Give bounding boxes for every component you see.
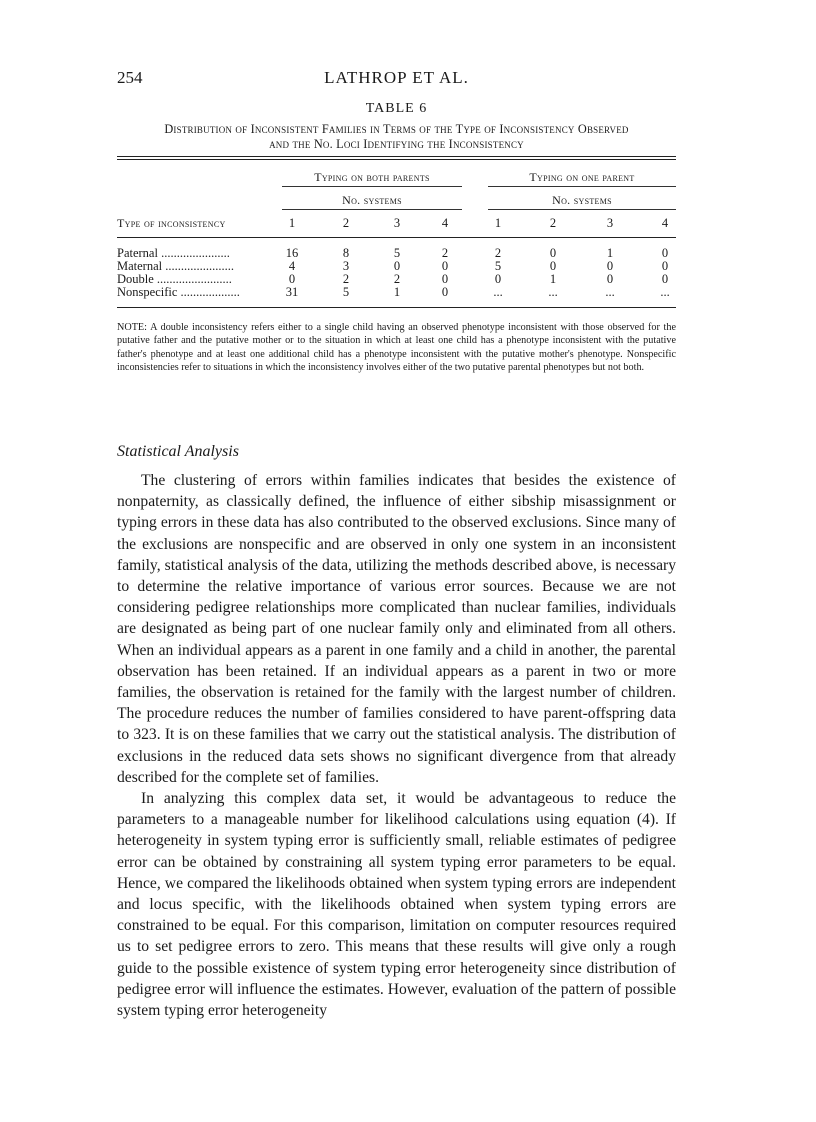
row-label: Paternal ...................... bbox=[117, 246, 230, 260]
paragraph: In analyzing this complex data set, it would be advantageous to reduce the parameters to a manageable number for likelihood calculations using equation (4). If heterogeneity in system typing error is sufficiently small, reliable estimates of pedigree error can be obtained by constraining all system typing error parameters to be equal. Hence, we compared the likelihoods obtained when system typing errors are independent and locus specific, with the likelihoods obtained when system typing errors are constrained to be equal. For this comparison, limitation on computer resources required us to set pedigree errors to zero. This means that these results will give only a rough guide to the possible existence of system typing error heterogeneity since distribution of pedigree error will influence the estimates. However, evaluation of the pattern of possible system typing error heterogeneity bbox=[117, 790, 676, 1020]
caption-line-1: Distribution of Inconsistent Families in Terms of the Type of Inconsistency Observed bbox=[164, 122, 629, 136]
table-cell: 0 bbox=[606, 259, 614, 273]
table-cell: 0 bbox=[441, 285, 449, 299]
table-cell: 1 bbox=[606, 246, 614, 260]
table-cell: 5 bbox=[393, 246, 401, 260]
table-note: NOTE: A double inconsistency refers either to a single child having an observed phenotype inconsistent with those observed for the putative father and the putative mother or to the situation in which at least one child has a phenotype inconsistent with the putative father's phenotype and at least one additional child has a phenotype inconsistent with the putative mother's phenotype. Nonspecific inconsistencies refer to situations in which the inconsistency involves either of the two putative parental phenotypes but not both. bbox=[117, 322, 676, 374]
table-cell: 8 bbox=[342, 246, 350, 260]
subgroup-one-rule bbox=[488, 209, 676, 210]
row-label: Double ........................ bbox=[117, 272, 232, 286]
page-header bbox=[117, 68, 676, 92]
table-cell: 1 bbox=[393, 285, 401, 299]
col-header: 2 bbox=[549, 216, 557, 230]
table-cell: 0 bbox=[288, 272, 296, 286]
col-header: 1 bbox=[288, 216, 296, 230]
group-one-rule bbox=[488, 186, 676, 187]
table-cell: ... bbox=[493, 285, 503, 299]
row-header: Type of inconsistency bbox=[117, 216, 226, 230]
subgroup-one: No. systems bbox=[552, 193, 612, 207]
col-header: 4 bbox=[661, 216, 669, 230]
table-caption bbox=[117, 122, 676, 152]
table-cell: 5 bbox=[342, 285, 350, 299]
paragraph: The clustering of errors within families indicates that besides the existence of nonpaternity, as classically defined, the influence of either sibship misassignment or typing errors in these data has also contributed to the observed exclusions. Since many of the exclusions are nonspecific and are observed in only one system in an inconsistent family, statistical analysis of the data, utilizing the methods described above, is necessary to determine the relative importance of various error sources. Because we are not considering pedigree relationships more complicated than nuclear families, individuals are designated as being part of one nuclear family only and eliminated from all others. When an individual appears as a parent in one family and a child in another, the parental observation has been retained. If an individual appears as a parent in two or more families, the observation is retained for the family with the largest number of children. The procedure reduces the number of families considered to have parent-offspring data to 323. It is on these families that we carry out the statistical analysis. The distribution of exclusions in the reduced data sets shows no significant divergence from that already described for the complete set of families. bbox=[117, 472, 676, 786]
col-header: 1 bbox=[494, 216, 502, 230]
table-cell: 0 bbox=[441, 259, 449, 273]
table-bottom-rule bbox=[117, 307, 676, 308]
caption-line-2: and the No. Loci Identifying the Inconsistency bbox=[269, 137, 524, 151]
table-cell: 0 bbox=[549, 246, 557, 260]
table-cell: 2 bbox=[441, 246, 449, 260]
group-one-parent: Typing on one parent bbox=[529, 170, 635, 184]
col-header: 2 bbox=[342, 216, 350, 230]
row-label: Maternal ...................... bbox=[117, 259, 234, 273]
subgroup-both: No. systems bbox=[342, 193, 402, 207]
table-cell: 0 bbox=[549, 259, 557, 273]
group-both-parents: Typing on both parents bbox=[314, 170, 430, 184]
body-text bbox=[117, 470, 676, 1021]
col-header: 4 bbox=[441, 216, 449, 230]
table-top-rule bbox=[117, 156, 676, 157]
table-label: TABLE 6 bbox=[365, 101, 428, 116]
table-cell: 31 bbox=[285, 285, 299, 299]
col-header: 3 bbox=[393, 216, 401, 230]
page-number: 254 bbox=[117, 68, 143, 87]
table-top-rule-2 bbox=[117, 159, 676, 160]
table-cell: 2 bbox=[342, 272, 350, 286]
table-cell: 1 bbox=[549, 272, 557, 286]
section-title: Statistical Analysis bbox=[117, 443, 239, 460]
col-header: 3 bbox=[606, 216, 614, 230]
table-cell: 0 bbox=[494, 272, 502, 286]
subgroup-both-rule bbox=[282, 209, 462, 210]
table-cell: 0 bbox=[661, 246, 669, 260]
table-cell: 16 bbox=[285, 246, 299, 260]
table-cell: ... bbox=[660, 285, 670, 299]
table-cell: 0 bbox=[441, 272, 449, 286]
table-cell: 0 bbox=[606, 272, 614, 286]
table-cell: 0 bbox=[661, 259, 669, 273]
table-cell: 0 bbox=[393, 259, 401, 273]
table-cell: 0 bbox=[661, 272, 669, 286]
header-bottom-rule bbox=[117, 237, 676, 238]
table-cell: ... bbox=[548, 285, 558, 299]
table-cell: 2 bbox=[494, 246, 502, 260]
running-head: LATHROP ET AL. bbox=[324, 68, 469, 87]
table-cell: 3 bbox=[342, 259, 350, 273]
table-cell: ... bbox=[605, 285, 615, 299]
table-cell: 2 bbox=[393, 272, 401, 286]
group-both-rule bbox=[282, 186, 462, 187]
row-label: Nonspecific ................... bbox=[117, 285, 240, 299]
table-cell: 5 bbox=[494, 259, 502, 273]
table-cell: 4 bbox=[288, 259, 296, 273]
